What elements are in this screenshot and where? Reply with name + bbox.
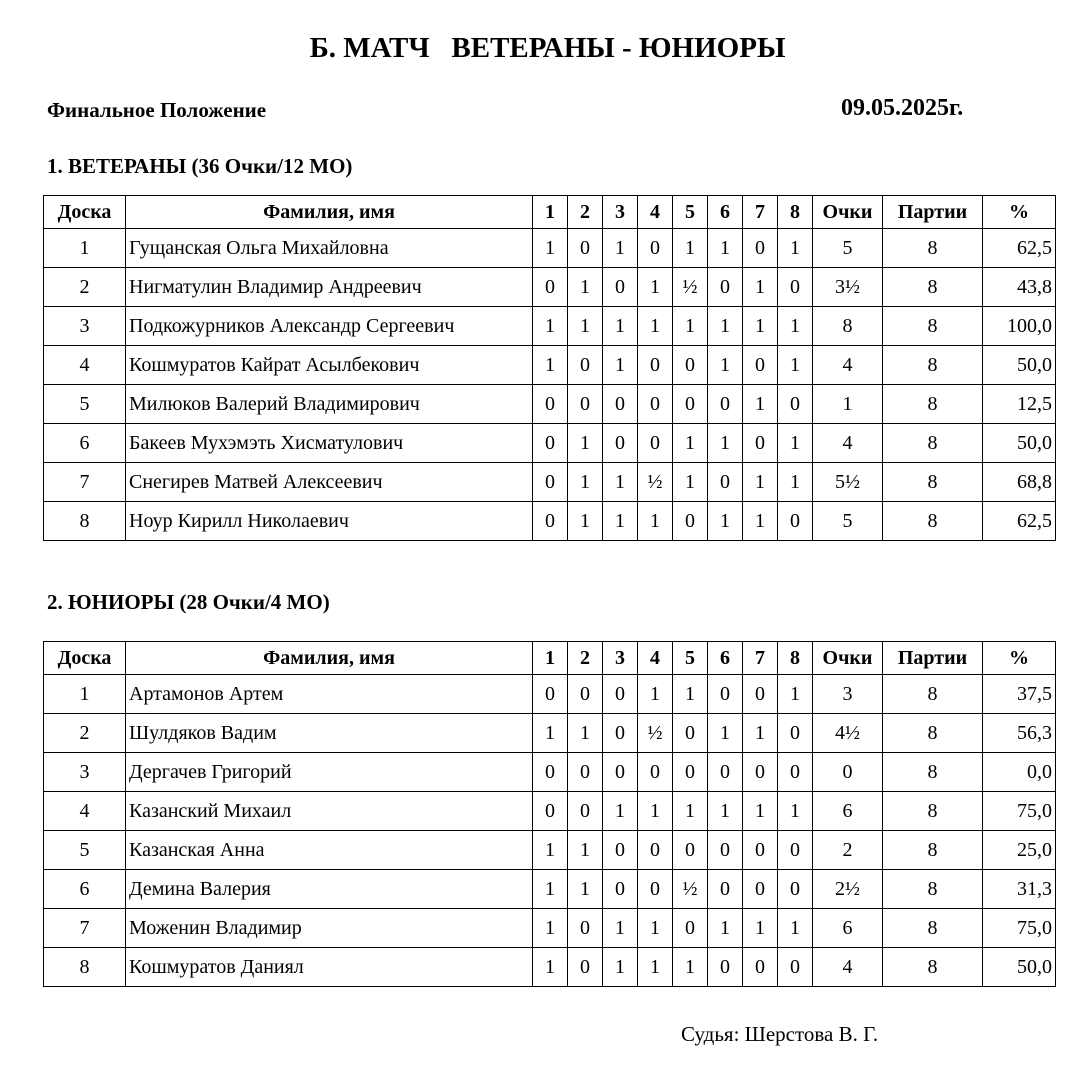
points-cell: 5	[813, 502, 883, 541]
header-round-2: 2	[568, 196, 603, 229]
round-result-cell: 1	[673, 463, 708, 502]
round-result-cell: 1	[533, 948, 568, 987]
round-result-cell: 0	[603, 385, 638, 424]
round-result-cell: 1	[778, 463, 813, 502]
round-result-cell: 1	[603, 307, 638, 346]
player-name-cell: Подкожурников Александр Сергеевич	[126, 307, 533, 346]
games-cell: 8	[883, 948, 983, 987]
points-cell: 5½	[813, 463, 883, 502]
player-name-cell: Нигматулин Владимир Андреевич	[126, 268, 533, 307]
round-result-cell: 1	[533, 831, 568, 870]
header-percent: %	[983, 196, 1056, 229]
round-result-cell: 0	[673, 909, 708, 948]
round-result-cell: 1	[638, 948, 673, 987]
round-result-cell: 1	[673, 792, 708, 831]
points-cell: 0	[813, 753, 883, 792]
round-result-cell: 0	[673, 346, 708, 385]
round-result-cell: ½	[673, 268, 708, 307]
percent-cell: 25,0	[983, 831, 1056, 870]
round-result-cell: 0	[708, 675, 743, 714]
header-round-1: 1	[533, 642, 568, 675]
round-result-cell: 1	[638, 675, 673, 714]
round-result-cell: 0	[603, 714, 638, 753]
header-name: Фамилия, имя	[126, 642, 533, 675]
header-name: Фамилия, имя	[126, 196, 533, 229]
percent-cell: 56,3	[983, 714, 1056, 753]
round-result-cell: 0	[603, 424, 638, 463]
points-cell: 6	[813, 909, 883, 948]
table-row	[44, 424, 1056, 463]
round-result-cell: 1	[778, 229, 813, 268]
player-name-cell: Милюков Валерий Владимирович	[126, 385, 533, 424]
table-row	[44, 948, 1056, 987]
round-result-cell: 1	[673, 229, 708, 268]
round-result-cell: 0	[778, 502, 813, 541]
board-cell: 6	[44, 424, 126, 463]
percent-cell: 43,8	[983, 268, 1056, 307]
table-row	[44, 268, 1056, 307]
round-result-cell: 1	[533, 346, 568, 385]
round-result-cell: 1	[778, 792, 813, 831]
player-name-cell: Ноур Кирилл Николаевич	[126, 502, 533, 541]
player-name-cell: Кошмуратов Даниял	[126, 948, 533, 987]
round-result-cell: 1	[743, 502, 778, 541]
board-cell: 2	[44, 268, 126, 307]
player-name-cell: Артамонов Артем	[126, 675, 533, 714]
games-cell: 8	[883, 424, 983, 463]
round-result-cell: 0	[638, 385, 673, 424]
round-result-cell: 0	[673, 831, 708, 870]
percent-cell: 75,0	[983, 909, 1056, 948]
round-result-cell: 0	[778, 870, 813, 909]
header-round-3: 3	[603, 642, 638, 675]
team-title-juniors: 2. ЮНИОРЫ (28 Очки/4 МО)	[47, 590, 330, 614]
round-result-cell: 1	[533, 909, 568, 948]
round-result-cell: 1	[673, 675, 708, 714]
table-row	[44, 870, 1056, 909]
games-cell: 8	[883, 307, 983, 346]
round-result-cell: ½	[638, 714, 673, 753]
round-result-cell: ½	[673, 870, 708, 909]
games-cell: 8	[883, 346, 983, 385]
round-result-cell: 1	[603, 346, 638, 385]
round-result-cell: 1	[568, 424, 603, 463]
board-cell: 7	[44, 909, 126, 948]
event-date: 09.05.2025г.	[841, 95, 964, 121]
round-result-cell: 1	[603, 229, 638, 268]
player-name-cell: Казанский Михаил	[126, 792, 533, 831]
round-result-cell: 1	[638, 307, 673, 346]
round-result-cell: 0	[743, 675, 778, 714]
page-title: Б. МАТЧ ВЕТЕРАНЫ - ЮНИОРЫ	[309, 32, 786, 64]
round-result-cell: 1	[778, 346, 813, 385]
percent-cell: 37,5	[983, 675, 1056, 714]
header-round-7: 7	[743, 642, 778, 675]
round-result-cell: 0	[533, 424, 568, 463]
round-result-cell: 0	[708, 870, 743, 909]
round-result-cell: 1	[708, 307, 743, 346]
round-result-cell: 0	[743, 831, 778, 870]
player-name-cell: Кошмуратов Кайрат Асылбекович	[126, 346, 533, 385]
round-result-cell: 1	[603, 463, 638, 502]
round-result-cell: 1	[743, 307, 778, 346]
round-result-cell: 0	[708, 948, 743, 987]
round-result-cell: 0	[778, 268, 813, 307]
round-result-cell: 1	[638, 502, 673, 541]
table-row	[44, 753, 1056, 792]
round-result-cell: 1	[743, 268, 778, 307]
round-result-cell: 1	[568, 831, 603, 870]
round-result-cell: 1	[673, 424, 708, 463]
percent-cell: 12,5	[983, 385, 1056, 424]
table-row	[44, 831, 1056, 870]
header-games: Партии	[883, 196, 983, 229]
round-result-cell: 1	[568, 463, 603, 502]
header-round-3: 3	[603, 196, 638, 229]
round-result-cell: 1	[743, 909, 778, 948]
player-name-cell: Гущанская Ольга Михайловна	[126, 229, 533, 268]
table-row	[44, 909, 1056, 948]
round-result-cell: 1	[603, 909, 638, 948]
header-round-7: 7	[743, 196, 778, 229]
round-result-cell: 1	[568, 502, 603, 541]
round-result-cell: 0	[673, 714, 708, 753]
board-cell: 2	[44, 714, 126, 753]
table-row	[44, 675, 1056, 714]
table-row	[44, 502, 1056, 541]
round-result-cell: 0	[708, 268, 743, 307]
team-table-juniors	[43, 641, 1056, 987]
board-cell: 5	[44, 831, 126, 870]
round-result-cell: 1	[638, 268, 673, 307]
games-cell: 8	[883, 268, 983, 307]
round-result-cell: 1	[533, 307, 568, 346]
percent-cell: 50,0	[983, 424, 1056, 463]
table-row	[44, 714, 1056, 753]
board-cell: 5	[44, 385, 126, 424]
board-cell: 3	[44, 307, 126, 346]
round-result-cell: 0	[533, 268, 568, 307]
board-cell: 4	[44, 792, 126, 831]
round-result-cell: 0	[568, 909, 603, 948]
round-result-cell: 0	[638, 831, 673, 870]
round-result-cell: 1	[568, 714, 603, 753]
table-row	[44, 346, 1056, 385]
board-cell: 1	[44, 675, 126, 714]
round-result-cell: 1	[708, 424, 743, 463]
round-result-cell: 0	[638, 870, 673, 909]
round-result-cell: 0	[603, 268, 638, 307]
board-cell: 3	[44, 753, 126, 792]
round-result-cell: 0	[778, 948, 813, 987]
player-name-cell: Снегирев Матвей Алексеевич	[126, 463, 533, 502]
round-result-cell: 1	[778, 424, 813, 463]
points-cell: 4	[813, 346, 883, 385]
games-cell: 8	[883, 714, 983, 753]
round-result-cell: 1	[708, 792, 743, 831]
round-result-cell: 0	[568, 385, 603, 424]
round-result-cell: 1	[533, 714, 568, 753]
header-round-4: 4	[638, 196, 673, 229]
board-cell: 8	[44, 502, 126, 541]
points-cell: 2½	[813, 870, 883, 909]
percent-cell: 62,5	[983, 229, 1056, 268]
games-cell: 8	[883, 831, 983, 870]
round-result-cell: 1	[778, 307, 813, 346]
header-round-6: 6	[708, 642, 743, 675]
points-cell: 3	[813, 675, 883, 714]
round-result-cell: 0	[533, 753, 568, 792]
board-cell: 1	[44, 229, 126, 268]
round-result-cell: 0	[638, 229, 673, 268]
round-result-cell: 0	[743, 424, 778, 463]
round-result-cell: 0	[778, 385, 813, 424]
percent-cell: 0,0	[983, 753, 1056, 792]
round-result-cell: 1	[568, 870, 603, 909]
player-name-cell: Демина Валерия	[126, 870, 533, 909]
round-result-cell: 1	[743, 463, 778, 502]
round-result-cell: 1	[743, 714, 778, 753]
percent-cell: 68,8	[983, 463, 1056, 502]
header-round-1: 1	[533, 196, 568, 229]
round-result-cell: 0	[778, 753, 813, 792]
round-result-cell: 1	[708, 714, 743, 753]
round-result-cell: 0	[533, 385, 568, 424]
round-result-cell: 0	[568, 948, 603, 987]
points-cell: 3½	[813, 268, 883, 307]
round-result-cell: 0	[603, 831, 638, 870]
header-points: Очки	[813, 642, 883, 675]
games-cell: 8	[883, 229, 983, 268]
header-round-2: 2	[568, 642, 603, 675]
round-result-cell: 0	[568, 792, 603, 831]
percent-cell: 100,0	[983, 307, 1056, 346]
round-result-cell: 1	[708, 909, 743, 948]
points-cell: 6	[813, 792, 883, 831]
points-cell: 4	[813, 948, 883, 987]
points-cell: 4	[813, 424, 883, 463]
header-games: Партии	[883, 642, 983, 675]
table-row	[44, 229, 1056, 268]
board-cell: 7	[44, 463, 126, 502]
percent-cell: 50,0	[983, 346, 1056, 385]
team-title-veterans: 1. ВЕТЕРАНЫ (36 Очки/12 МО)	[47, 154, 353, 178]
round-result-cell: 0	[638, 753, 673, 792]
round-result-cell: 1	[603, 502, 638, 541]
round-result-cell: 0	[673, 502, 708, 541]
header-round-8: 8	[778, 642, 813, 675]
round-result-cell: 0	[743, 346, 778, 385]
round-result-cell: 0	[743, 948, 778, 987]
round-result-cell: 0	[708, 463, 743, 502]
header-points: Очки	[813, 196, 883, 229]
board-cell: 6	[44, 870, 126, 909]
table-row	[44, 792, 1056, 831]
games-cell: 8	[883, 792, 983, 831]
round-result-cell: 1	[533, 870, 568, 909]
percent-cell: 75,0	[983, 792, 1056, 831]
table-header-row	[44, 642, 1056, 675]
player-name-cell: Моженин Владимир	[126, 909, 533, 948]
round-result-cell: 1	[568, 268, 603, 307]
standings-subtitle: Финальное Положение	[47, 98, 267, 122]
round-result-cell: 0	[638, 424, 673, 463]
round-result-cell: 0	[603, 870, 638, 909]
round-result-cell: 0	[533, 463, 568, 502]
round-result-cell: 0	[568, 229, 603, 268]
round-result-cell: 0	[673, 385, 708, 424]
games-cell: 8	[883, 502, 983, 541]
round-result-cell: 0	[603, 675, 638, 714]
points-cell: 8	[813, 307, 883, 346]
player-name-cell: Шулдяков Вадим	[126, 714, 533, 753]
games-cell: 8	[883, 385, 983, 424]
header-percent: %	[983, 642, 1056, 675]
header-round-8: 8	[778, 196, 813, 229]
header-round-6: 6	[708, 196, 743, 229]
round-result-cell: 0	[568, 753, 603, 792]
round-result-cell: 1	[638, 792, 673, 831]
table-row	[44, 307, 1056, 346]
round-result-cell: 1	[673, 948, 708, 987]
round-result-cell: 1	[603, 948, 638, 987]
round-result-cell: 1	[778, 675, 813, 714]
header-round-5: 5	[673, 196, 708, 229]
header-round-5: 5	[673, 642, 708, 675]
round-result-cell: 0	[743, 870, 778, 909]
round-result-cell: 1	[743, 385, 778, 424]
round-result-cell: 0	[708, 831, 743, 870]
board-cell: 4	[44, 346, 126, 385]
round-result-cell: 0	[533, 502, 568, 541]
player-name-cell: Дергачев Григорий	[126, 753, 533, 792]
round-result-cell: 0	[568, 346, 603, 385]
points-cell: 2	[813, 831, 883, 870]
round-result-cell: 1	[708, 502, 743, 541]
round-result-cell: 1	[603, 792, 638, 831]
games-cell: 8	[883, 463, 983, 502]
round-result-cell: 1	[708, 346, 743, 385]
points-cell: 5	[813, 229, 883, 268]
header-board: Доска	[44, 642, 126, 675]
round-result-cell: 0	[743, 229, 778, 268]
round-result-cell: 0	[638, 346, 673, 385]
round-result-cell: 1	[533, 229, 568, 268]
header-board: Доска	[44, 196, 126, 229]
player-name-cell: Казанская Анна	[126, 831, 533, 870]
round-result-cell: 0	[708, 753, 743, 792]
points-cell: 4½	[813, 714, 883, 753]
round-result-cell: ½	[638, 463, 673, 502]
games-cell: 8	[883, 870, 983, 909]
table-row	[44, 463, 1056, 502]
table-header-row	[44, 196, 1056, 229]
round-result-cell: 0	[778, 714, 813, 753]
round-result-cell: 1	[743, 792, 778, 831]
header-round-4: 4	[638, 642, 673, 675]
round-result-cell: 0	[603, 753, 638, 792]
round-result-cell: 1	[778, 909, 813, 948]
board-cell: 8	[44, 948, 126, 987]
round-result-cell: 0	[673, 753, 708, 792]
percent-cell: 50,0	[983, 948, 1056, 987]
round-result-cell: 0	[533, 792, 568, 831]
round-result-cell: 1	[708, 229, 743, 268]
round-result-cell: 0	[533, 675, 568, 714]
player-name-cell: Бакеев Мухэмэть Хисматулович	[126, 424, 533, 463]
games-cell: 8	[883, 675, 983, 714]
percent-cell: 31,3	[983, 870, 1056, 909]
round-result-cell: 1	[568, 307, 603, 346]
round-result-cell: 0	[568, 675, 603, 714]
team-table-veterans	[43, 195, 1056, 541]
percent-cell: 62,5	[983, 502, 1056, 541]
games-cell: 8	[883, 753, 983, 792]
round-result-cell: 0	[778, 831, 813, 870]
round-result-cell: 0	[743, 753, 778, 792]
games-cell: 8	[883, 909, 983, 948]
round-result-cell: 1	[638, 909, 673, 948]
points-cell: 1	[813, 385, 883, 424]
judge-signature: Судья: Шерстова В. Г.	[681, 1022, 879, 1046]
table-row	[44, 385, 1056, 424]
round-result-cell: 1	[673, 307, 708, 346]
round-result-cell: 0	[708, 385, 743, 424]
